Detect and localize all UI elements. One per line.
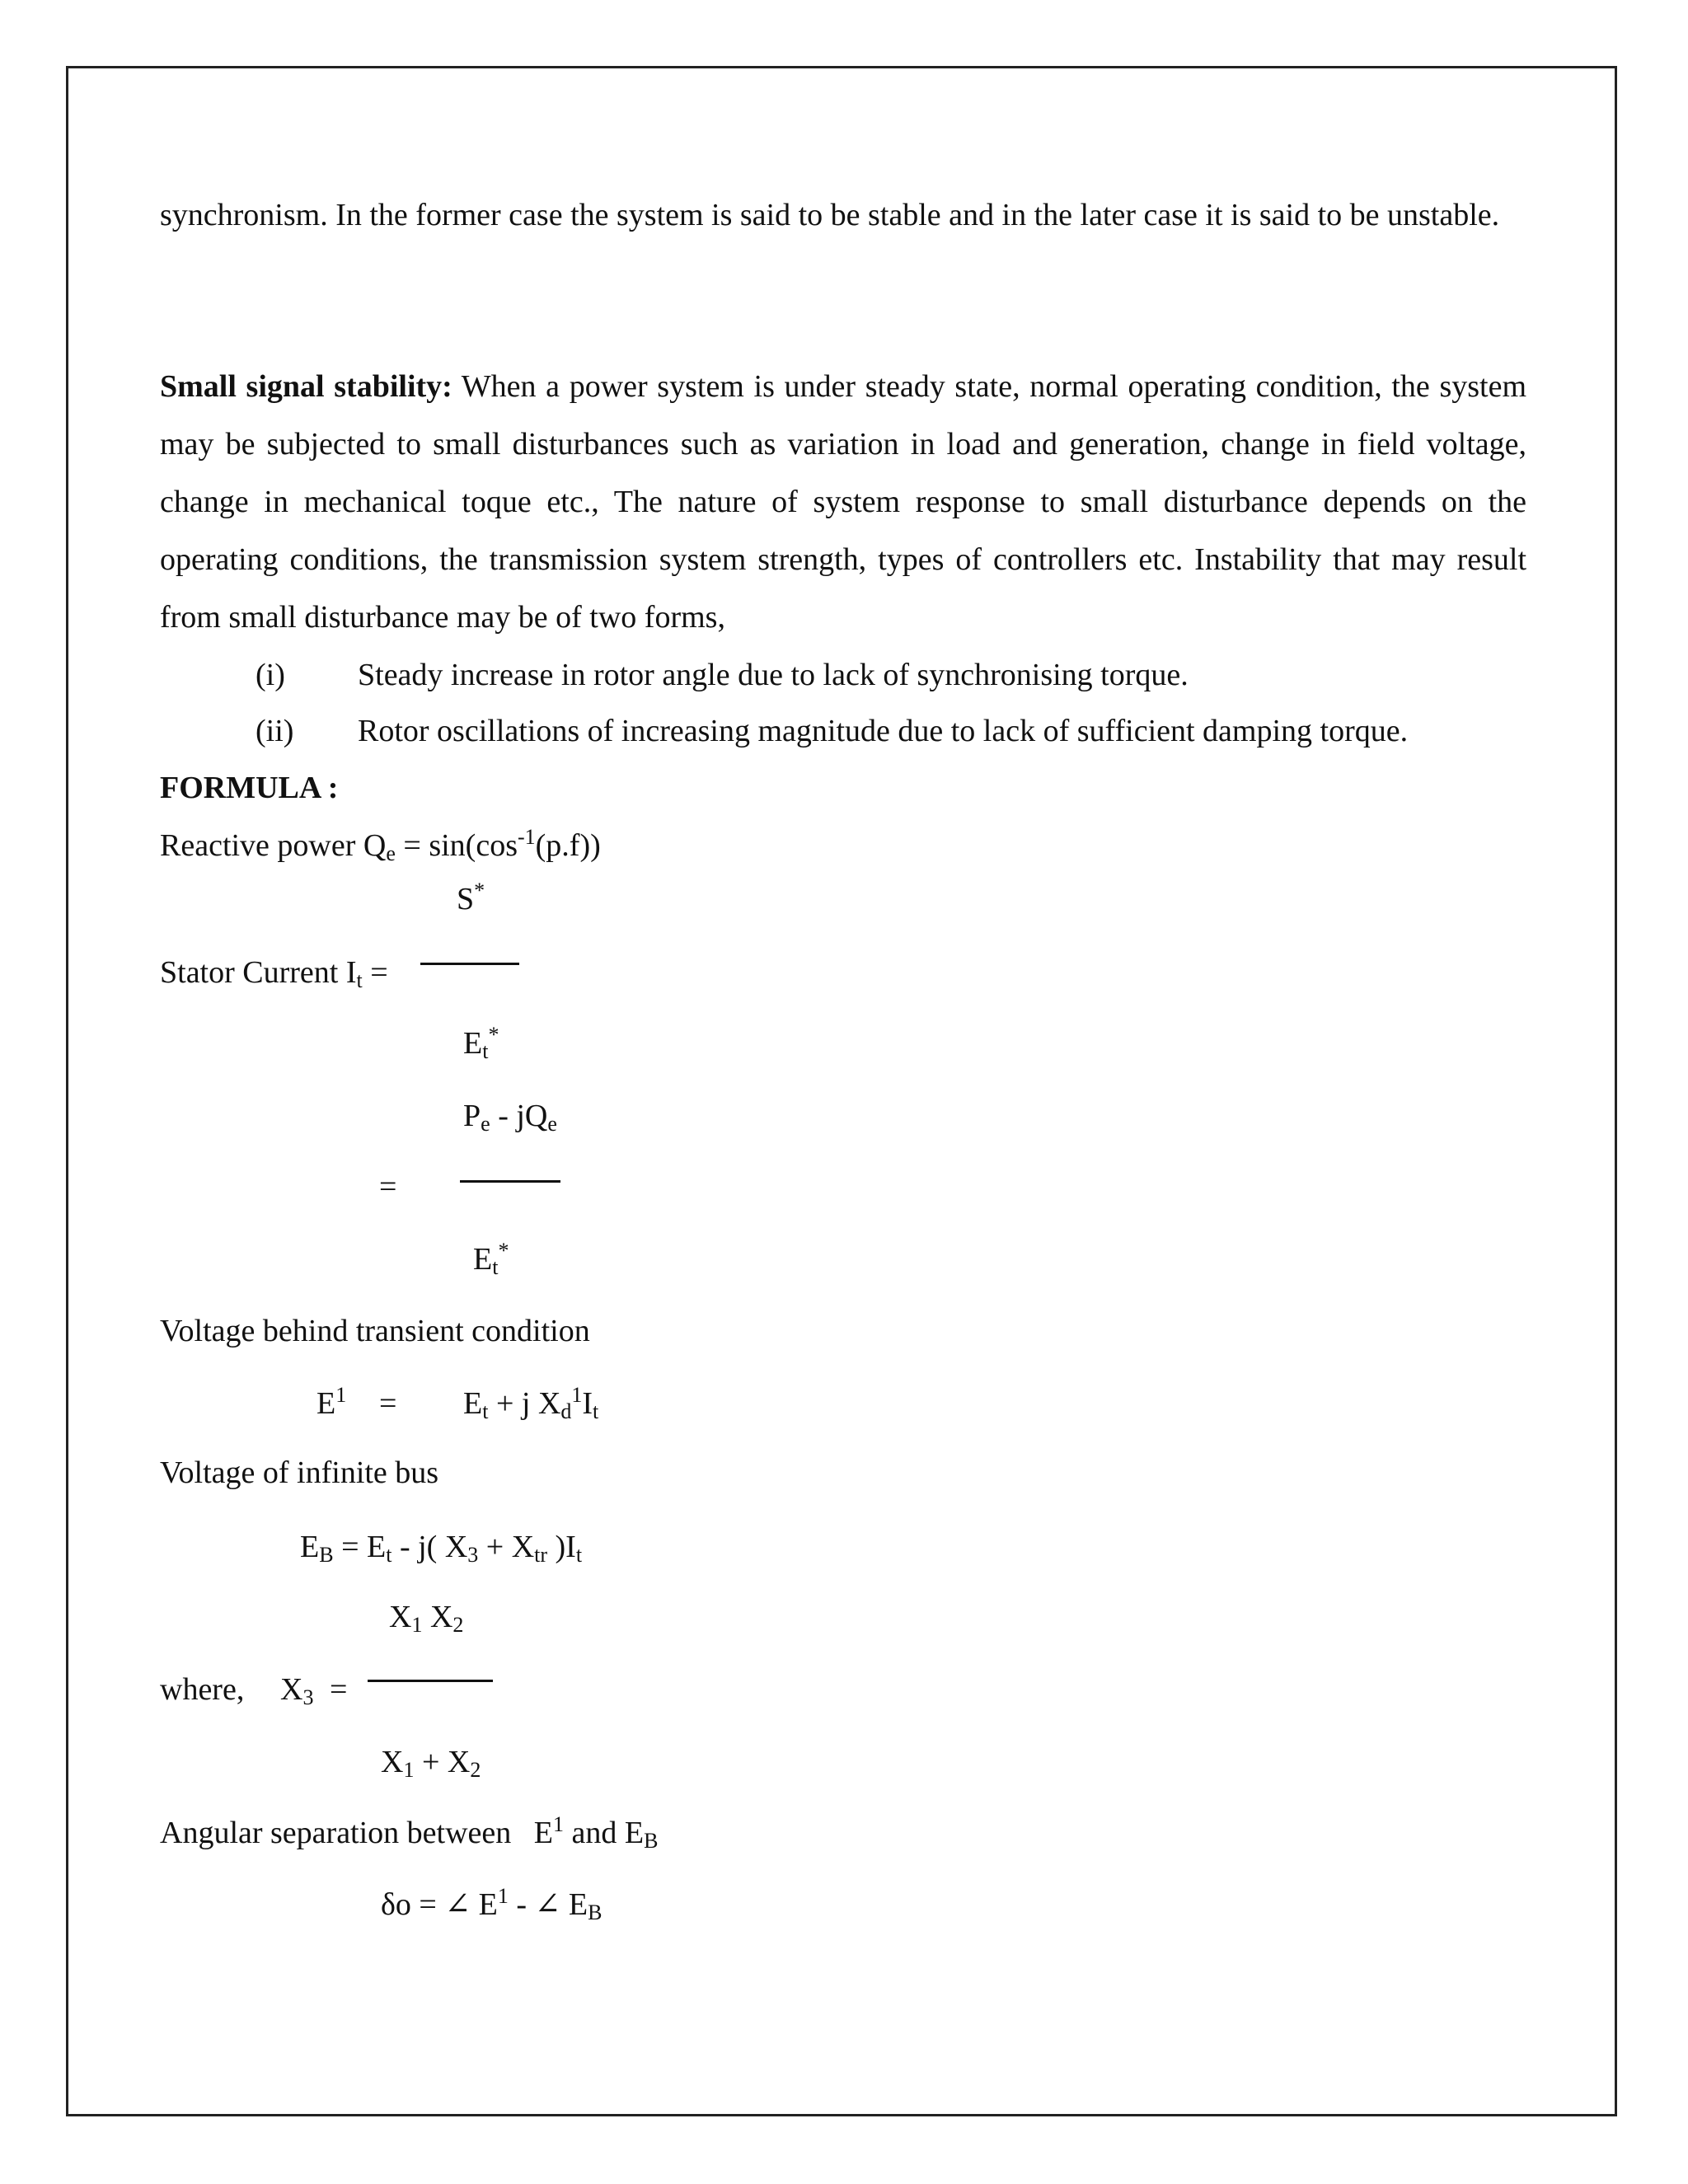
fraction-bar-2 [460, 1180, 560, 1183]
transient-lhs: $E^1$ [316, 1383, 347, 1421]
form-text-2: Rotor oscillations of increasing magnitude due to lack of sufficient damping torque. [358, 714, 1409, 748]
stator-current-denominator-2: $E_t^*$ [473, 1239, 509, 1279]
stator-current-numerator-1: S* [457, 879, 485, 916]
fraction-bar-3 [368, 1680, 493, 1682]
transient-heading: Voltage behind transient condition [160, 1314, 590, 1348]
small-signal-heading: Small signal stability: [160, 369, 452, 404]
stator-current-label: Stator Current $I_t$ = [160, 955, 388, 992]
reactive-power-formula: Reactive power $Q_e = \sin(\cos^{-1}(p.f))$ [160, 825, 601, 865]
small-signal-paragraph [160, 358, 1526, 646]
x3-numerator: $X_1$ $X_2$ [389, 1600, 464, 1637]
x3-where: where, [160, 1672, 245, 1707]
x3-lhs: $X_3$ [280, 1672, 314, 1709]
transient-rhs: $E_t + j$ $X_d^1I_t$ [463, 1383, 599, 1423]
stator-current-denominator-1: $E_t^*$ [463, 1023, 499, 1063]
infinite-bus-formula: $E_B = E_t - j$( $X_3 + X_{tr}$ )$I_t$ [300, 1530, 583, 1567]
transient-equals: = [379, 1386, 397, 1421]
intro-paragraph [160, 186, 1526, 244]
form-number-1: (i) [256, 658, 285, 692]
x3-denominator: $X_1 + X_2$ [381, 1745, 481, 1782]
small-signal-body: When a power system is under steady state, normal operating condition, the system may be subjected to small disturbances such as variation in load and generation, change in field voltage, change in mechanical toque etc., The nature of system response to small disturbance depends on the operating conditions, the transmission system strength, types of controllers etc. Instability that may result from small disturbance may be of two forms, [160, 369, 1527, 635]
angular-heading: Angular separation between $E^1$ and $E_B$ [160, 1812, 659, 1853]
formula-heading: FORMULA : [160, 771, 339, 805]
form-text-1: Steady increase in rotor angle due to lack of synchronising torque. [358, 658, 1189, 692]
infinite-bus-heading: Voltage of infinite bus [160, 1455, 439, 1490]
fraction-bar-1 [420, 963, 519, 965]
stator-current-numerator-2: $P_e - jQ_e$ [463, 1099, 557, 1136]
equals-sign-2: = [379, 1169, 397, 1204]
angular-formula: δo = ∠ $E^1$ - ∠ $E_B$ [381, 1884, 603, 1924]
form-number-2: (ii) [256, 714, 294, 748]
intro-text: synchronism. In the former case the system is said to be stable and in the later case it is said to be unstable. [160, 198, 1500, 232]
x3-equals: = [330, 1672, 348, 1707]
